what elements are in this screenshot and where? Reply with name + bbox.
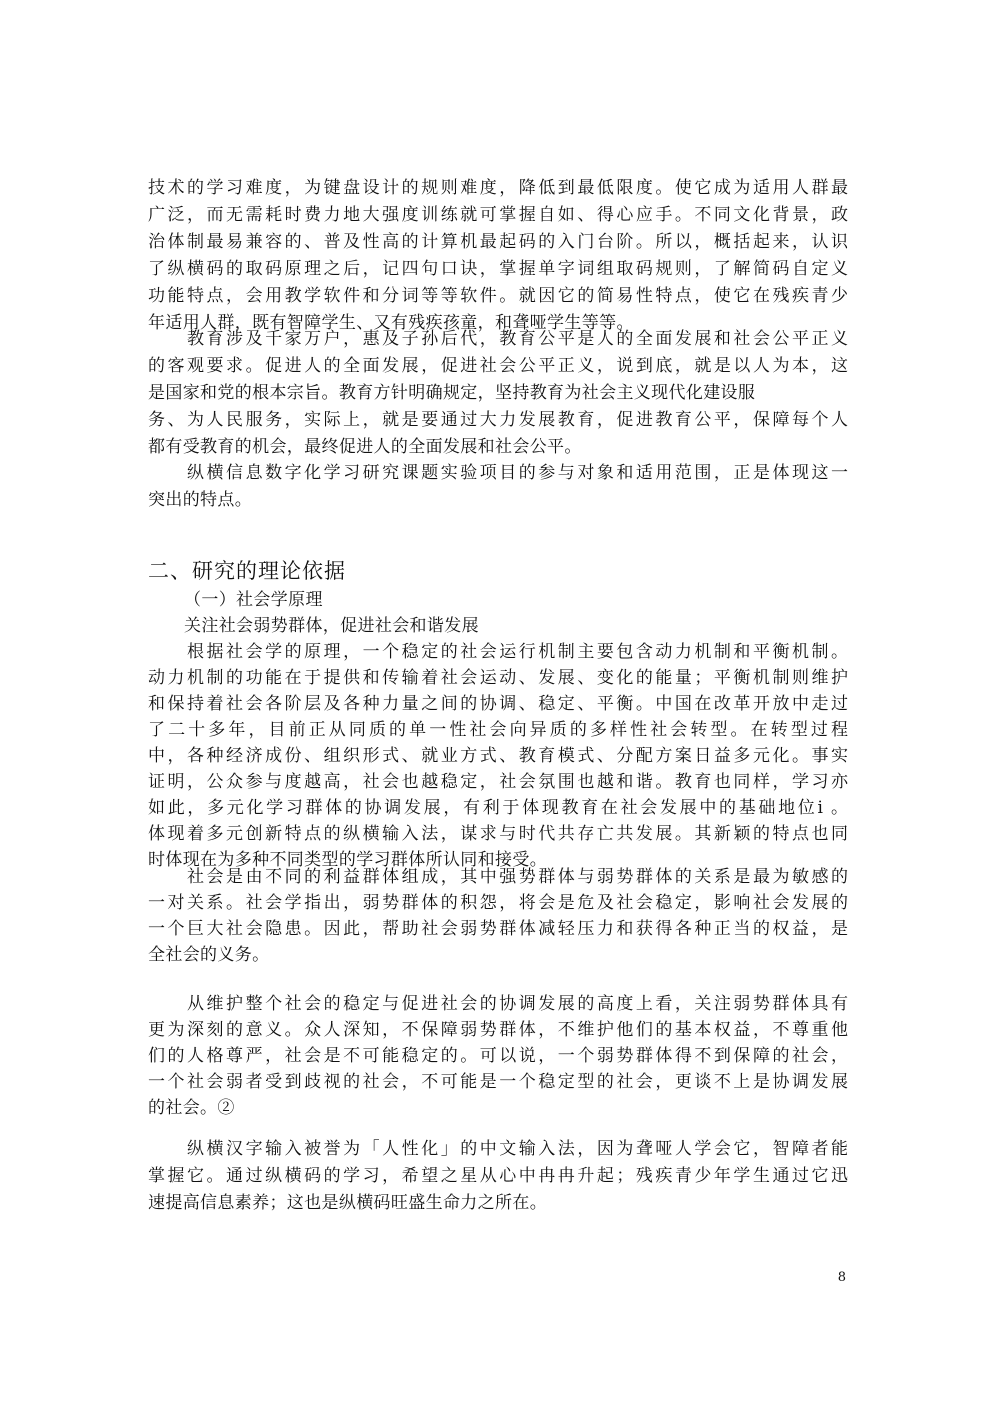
text-line: 时体现在为多种不同类型的学习群体所认同和接受。 [148,850,548,870]
text-line: 是国家和党的根本宗旨。教育方针明确规定，坚持教育为社会主义现代化建设服 [148,383,756,403]
text-line: 如此，多元化学习群体的协调发展，有利于体现教育在社会发展中的基础地位i 。 [148,798,848,818]
text-line: 证明，公众参与度越高，社会也越稳定，社会氛围也越和谐。教育也同样，学习亦 [148,772,848,792]
text-line: 中，各种经济成份、组织形式、就业方式、教育模式、分配方案日益多元化。事实 [148,746,848,766]
text-line: 和保持着社会各阶层及各种力量之间的协调、稳定、平衡。中国在改革开放中走过 [148,694,848,714]
text-line: 社会是由不同的利益群体组成，其中强势群体与弱势群体的关系是最为敏感的 [148,867,848,887]
sub-title: 关注社会弱势群体，促进社会和谐发展 [184,616,479,636]
text-line: 纵横信息数字化学习研究课题实验项目的参与对象和适用范围，正是体现这一 [148,463,848,483]
text-line: 一个社会弱者受到歧视的社会，不可能是一个稳定型的社会，更谈不上是协调发展 [148,1072,848,1092]
text-line: 技术的学习难度，为键盘设计的规则难度，降低到最低限度。使它成为适用人群最 [148,178,848,198]
text-line: 了二十多年，目前正从同质的单一性社会向异质的多样性社会转型。在转型过程 [148,720,848,740]
text-line: 们的人格尊严，社会是不可能稳定的。可以说，一个弱势群体得不到保障的社会， [148,1046,848,1066]
text-line: 更为深刻的意义。众人深知，不保障弱势群体，不维护他们的基本权益，不尊重他 [148,1020,848,1040]
text-line: 体现着多元创新特点的纵横输入法，谋求与时代共存亡共发展。其新颖的特点也同 [148,824,848,844]
text-line: 纵横汉字输入被誉为「人性化」的中文输入法，因为聋哑人学会它，智障者能 [148,1139,848,1159]
section-heading: 二、研究的理论依据 [148,559,346,583]
text-line: 突出的特点。 [148,490,253,510]
text-line: 功能特点，会用教学软件和分词等等软件。就因它的简易性特点，使它在残疾青少 [148,286,848,306]
text-line: 的社会。② [148,1098,235,1118]
text-line: 从维护整个社会的稳定与促进社会的协调发展的高度上看，关注弱势群体具有 [148,994,848,1014]
text-line: 治体制最易兼容的、普及性高的计算机最起码的入门台阶。所以，概括起来，认识 [148,232,848,252]
sub-heading: （一）社会学原理 [184,590,323,610]
text-line: 的客观要求。促进人的全面发展，促进社会公平正义，说到底，就是以人为本，这 [148,356,848,376]
text-line: 一个巨大社会隐患。因此，帮助社会弱势群体减轻压力和获得各种正当的权益，是 [148,919,848,939]
text-line: 都有受教育的机会，最终促进人的全面发展和社会公平。 [148,437,582,457]
page-number: 8 [837,1270,846,1285]
text-line: 教育涉及千家万户，惠及子孙后代，教育公平是人的全面发展和社会公平正义 [148,329,848,349]
text-line: 根据社会学的原理，一个稳定的社会运行机制主要包含动力机制和平衡机制。 [148,642,848,662]
text-line: 动力机制的功能在于提供和传输着社会运动、发展、变化的能量；平衡机制则维护 [148,668,848,688]
text-line: 速提高信息素养；这也是纵横码旺盛生命力之所在。 [148,1193,548,1213]
text-line: 务、为人民服务，实际上，就是要通过大力发展教育，促进教育公平，保障每个人 [148,410,848,430]
text-line: 广泛，而无需耗时费力地大强度训练就可掌握自如、得心应手。不同文化背景，政 [148,205,848,225]
text-line: 一对关系。社会学指出，弱势群体的积怨，将会是危及社会稳定，影响社会发展的 [148,893,848,913]
text-line: 年适用人群，既有智障学生、又有残疾孩童，和聋哑学生等等。 [148,313,634,333]
text-line: 了纵横码的取码原理之后，记四句口诀，掌握单字词组取码规则，了解简码自定义 [148,259,848,279]
text-line: 全社会的义务。 [148,945,270,965]
text-line: 掌握它。通过纵横码的学习，希望之星从心中冉冉升起；残疾青少年学生通过它迅 [148,1166,848,1186]
